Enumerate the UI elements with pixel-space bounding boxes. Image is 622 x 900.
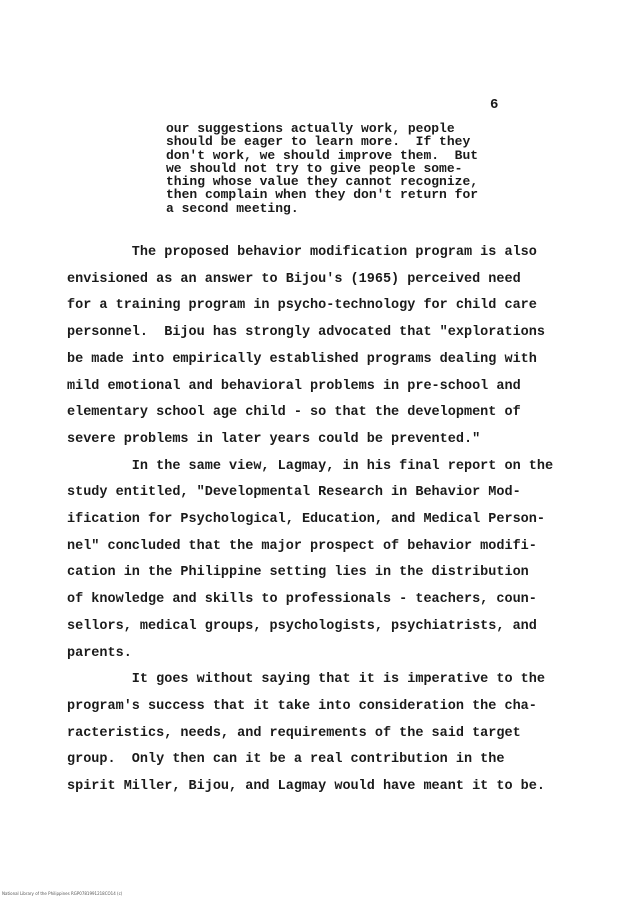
paragraph-proposed-program: The proposed behavior modification program is also envisioned as an answer to Bijou's (1965) perceived need for a training program in psycho-technology for child care personnel. Bijou has strongly advocated that "explorations be made into empirically established programs dealing with mild emotional and behavioral problems in pre-school and elementary school age child - so that the development of severe problems in later years could be prevented." [67,245,545,447]
paragraph-target-group: It goes without saying that it is imperative to the program's success that it take into consideration the cha- racteristics, needs, and requirements of the said target group. Only then can it be a real contribution in the spirit Miller, Bijou, and Lagmay would have meant it to be. [67,672,545,795]
paragraph-lagmay-report: In the same view, Lagmay, in his final report on the study entitled, "Developmental Research in Behavior Mod- ification for Psychological, Education, and Medical Person- nel" concluded that the major prospect of behavior modifi- cation in the Philippine setting lies in the distribution of knowledge and skills to professionals - teachers, coun- sellors, medical groups, psychologists, psychiatrists, and parents. [67,458,554,661]
block-quote: our suggestions actually work, people should be eager to learn more. If they don't work, we should improve them. But we should not try to give people some- thing whose value they cannot recognize, then complain when they don't return for a second meeting. [166,121,479,216]
archive-footer: National Library of the Philippines RGP0781991218CO14 (c) [2,891,123,896]
page-number: 6 [490,97,499,113]
body-text [67,240,597,801]
